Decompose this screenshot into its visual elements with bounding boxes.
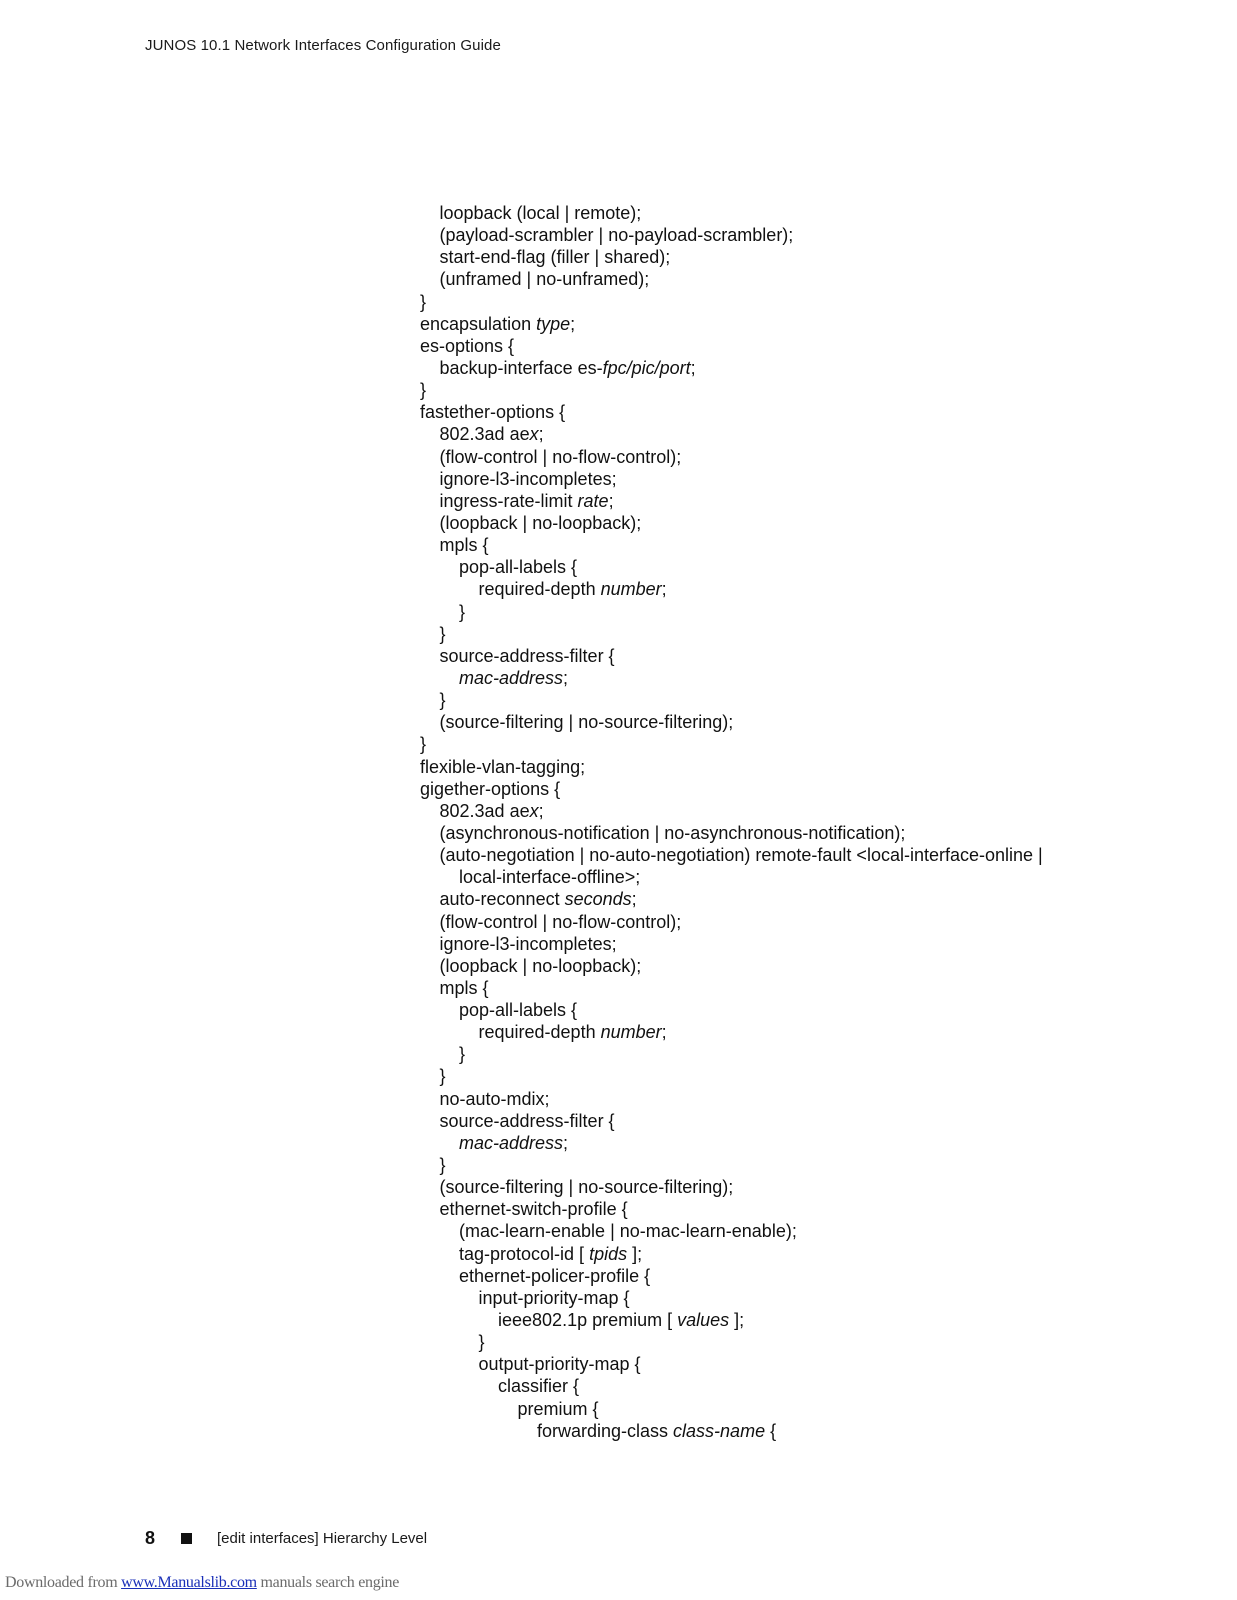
code-placeholder: seconds: [564, 889, 632, 910]
code-text: }: [439, 1155, 446, 1176]
code-placeholder: fpc/pic/port: [602, 357, 691, 378]
code-text: }: [478, 1332, 485, 1353]
code-line: [420, 490, 1043, 512]
manualslib-link[interactable]: www.Manualslib.com: [121, 1574, 257, 1591]
code-line: [420, 1088, 1043, 1110]
code-placeholder: values: [677, 1310, 730, 1331]
code-line: [420, 357, 1043, 379]
code-text: mpls {: [439, 977, 489, 998]
code-text: encapsulation: [420, 313, 537, 334]
code-text: start-end-flag (filler | shared);: [439, 247, 671, 268]
code-text: (source-filtering | no-source-filtering);: [439, 1177, 734, 1198]
code-line: [420, 534, 1043, 556]
code-text: }: [459, 601, 466, 622]
code-text: }: [439, 623, 446, 644]
code-text: (asynchronous-notification | no-asynchronous-notification);: [439, 822, 906, 843]
code-line: [420, 1375, 1043, 1397]
code-line: [420, 1309, 1043, 1331]
page-footer: [145, 1527, 427, 1549]
code-text: }: [459, 1044, 466, 1065]
code-text: ;: [690, 357, 696, 378]
download-source-line: [5, 1574, 399, 1592]
code-text: ];: [729, 1310, 745, 1331]
code-text: (auto-negotiation | no-auto-negotiation) remote-fault <local-interface-online |: [439, 845, 1043, 866]
code-text: (loopback | no-loopback);: [439, 512, 642, 533]
code-line: [420, 601, 1043, 623]
code-placeholder: rate: [577, 490, 609, 511]
code-line: [420, 623, 1043, 645]
code-line: [420, 756, 1043, 778]
code-text: ethernet-policer-profile {: [459, 1265, 651, 1286]
code-text: ingress-rate-limit: [439, 490, 578, 511]
code-line: [420, 202, 1043, 224]
code-text: ;: [661, 1022, 667, 1043]
code-text: (mac-learn-enable | no-mac-learn-enable);: [459, 1221, 797, 1242]
code-text: local-interface-offline>;: [459, 867, 641, 888]
code-line: [420, 1220, 1043, 1242]
code-text: pop-all-labels {: [459, 557, 578, 578]
code-text: fastether-options {: [420, 402, 566, 423]
code-text: ;: [538, 800, 544, 821]
code-text: ;: [608, 490, 614, 511]
code-line: [420, 1353, 1043, 1375]
code-text: output-priority-map {: [478, 1354, 641, 1375]
code-line: [420, 733, 1043, 755]
code-text: ;: [563, 1132, 569, 1153]
code-text: }: [439, 1066, 446, 1087]
code-line: [420, 423, 1043, 445]
code-text: forwarding-class: [537, 1420, 674, 1441]
code-text: }: [420, 734, 427, 755]
code-line: [420, 888, 1043, 910]
code-placeholder: tpids: [589, 1243, 628, 1264]
page-number: 8: [145, 1527, 156, 1548]
code-text: flexible-vlan-tagging;: [420, 756, 586, 777]
code-line: [420, 1398, 1043, 1420]
code-line: [420, 446, 1043, 468]
code-text: source-address-filter {: [439, 1110, 615, 1131]
code-line: [420, 667, 1043, 689]
code-text: ;: [631, 889, 637, 910]
code-line: [420, 556, 1043, 578]
code-text: }: [439, 690, 446, 711]
code-line: [420, 645, 1043, 667]
code-text: mpls {: [439, 535, 489, 556]
code-placeholder: mac-address: [459, 1132, 564, 1153]
configuration-code-block: [420, 202, 1043, 1442]
code-placeholder: number: [600, 1022, 662, 1043]
code-line: [420, 1132, 1043, 1154]
code-text: pop-all-labels {: [459, 1000, 578, 1021]
code-placeholder: x: [529, 424, 539, 445]
code-line: [420, 933, 1043, 955]
code-text: ignore-l3-incompletes;: [439, 933, 617, 954]
code-line: [420, 268, 1043, 290]
code-text: ];: [627, 1243, 643, 1264]
code-line: [420, 977, 1043, 999]
code-line: [420, 911, 1043, 933]
code-line: [420, 955, 1043, 977]
code-line: [420, 468, 1043, 490]
download-prefix: Downloaded from: [5, 1574, 122, 1591]
code-text: premium {: [517, 1398, 599, 1419]
code-line: [420, 1043, 1043, 1065]
code-line: [420, 1420, 1043, 1442]
code-text: ieee802.1p premium [: [498, 1310, 678, 1331]
code-text: backup-interface es-: [439, 357, 603, 378]
code-text: no-auto-mdix;: [439, 1088, 550, 1109]
code-text: gigether-options {: [420, 778, 561, 799]
code-text: }: [420, 380, 427, 401]
code-line: [420, 822, 1043, 844]
code-line: [420, 1021, 1043, 1043]
code-line: [420, 711, 1043, 733]
code-text: ;: [570, 313, 576, 334]
code-placeholder: x: [529, 800, 539, 821]
code-line: [420, 224, 1043, 246]
code-text: auto-reconnect: [439, 889, 565, 910]
code-placeholder: mac-address: [459, 667, 564, 688]
code-line: [420, 578, 1043, 600]
code-text: tag-protocol-id [: [459, 1243, 590, 1264]
code-line: [420, 778, 1043, 800]
code-line: [420, 1110, 1043, 1132]
code-text: required-depth: [478, 1022, 601, 1043]
code-line: [420, 999, 1043, 1021]
code-line: [420, 866, 1043, 888]
code-line: [420, 379, 1043, 401]
download-suffix: manuals search engine: [256, 1574, 400, 1591]
code-line: [420, 335, 1043, 357]
code-line: [420, 246, 1043, 268]
code-line: [420, 689, 1043, 711]
code-line: [420, 313, 1043, 335]
code-text: ethernet-switch-profile {: [439, 1199, 628, 1220]
footer-section-name: [edit interfaces] Hierarchy Level: [217, 1529, 428, 1547]
code-line: [420, 1198, 1043, 1220]
code-line: [420, 844, 1043, 866]
code-text: {: [765, 1420, 777, 1441]
code-line: [420, 1154, 1043, 1176]
code-text: (payload-scrambler | no-payload-scrambler);: [439, 225, 794, 246]
code-line: [420, 291, 1043, 313]
code-text: (unframed | no-unframed);: [439, 269, 650, 290]
code-text: es-options {: [420, 335, 515, 356]
code-text: loopback (local | remote);: [439, 203, 642, 223]
code-text: ;: [661, 579, 667, 600]
code-text: ignore-l3-incompletes;: [439, 468, 617, 489]
code-line: [420, 1265, 1043, 1287]
code-placeholder: number: [600, 579, 662, 600]
code-line: [420, 1176, 1043, 1198]
code-line: [420, 1331, 1043, 1353]
square-bullet-icon: [181, 1533, 192, 1544]
code-line: [420, 800, 1043, 822]
code-text: }: [420, 291, 427, 312]
code-line: [420, 512, 1043, 534]
code-text: (flow-control | no-flow-control);: [439, 446, 682, 467]
code-text: 802.3ad ae: [439, 800, 530, 821]
code-text: ;: [538, 424, 544, 445]
code-line: [420, 1287, 1043, 1309]
code-placeholder: class-name: [673, 1420, 766, 1441]
code-line: [420, 1065, 1043, 1087]
code-text: (loopback | no-loopback);: [439, 955, 642, 976]
page-header-title: JUNOS 10.1 Network Interfaces Configuration Guide: [145, 37, 501, 54]
code-text: required-depth: [478, 579, 601, 600]
code-text: source-address-filter {: [439, 645, 615, 666]
code-text: (flow-control | no-flow-control);: [439, 911, 682, 932]
code-line: [420, 401, 1043, 423]
code-text: classifier {: [498, 1376, 580, 1397]
code-text: input-priority-map {: [478, 1287, 630, 1308]
code-placeholder: type: [536, 313, 571, 334]
code-text: (source-filtering | no-source-filtering);: [439, 712, 734, 733]
code-text: 802.3ad ae: [439, 424, 530, 445]
code-line: [420, 1243, 1043, 1265]
code-text: ;: [563, 667, 569, 688]
